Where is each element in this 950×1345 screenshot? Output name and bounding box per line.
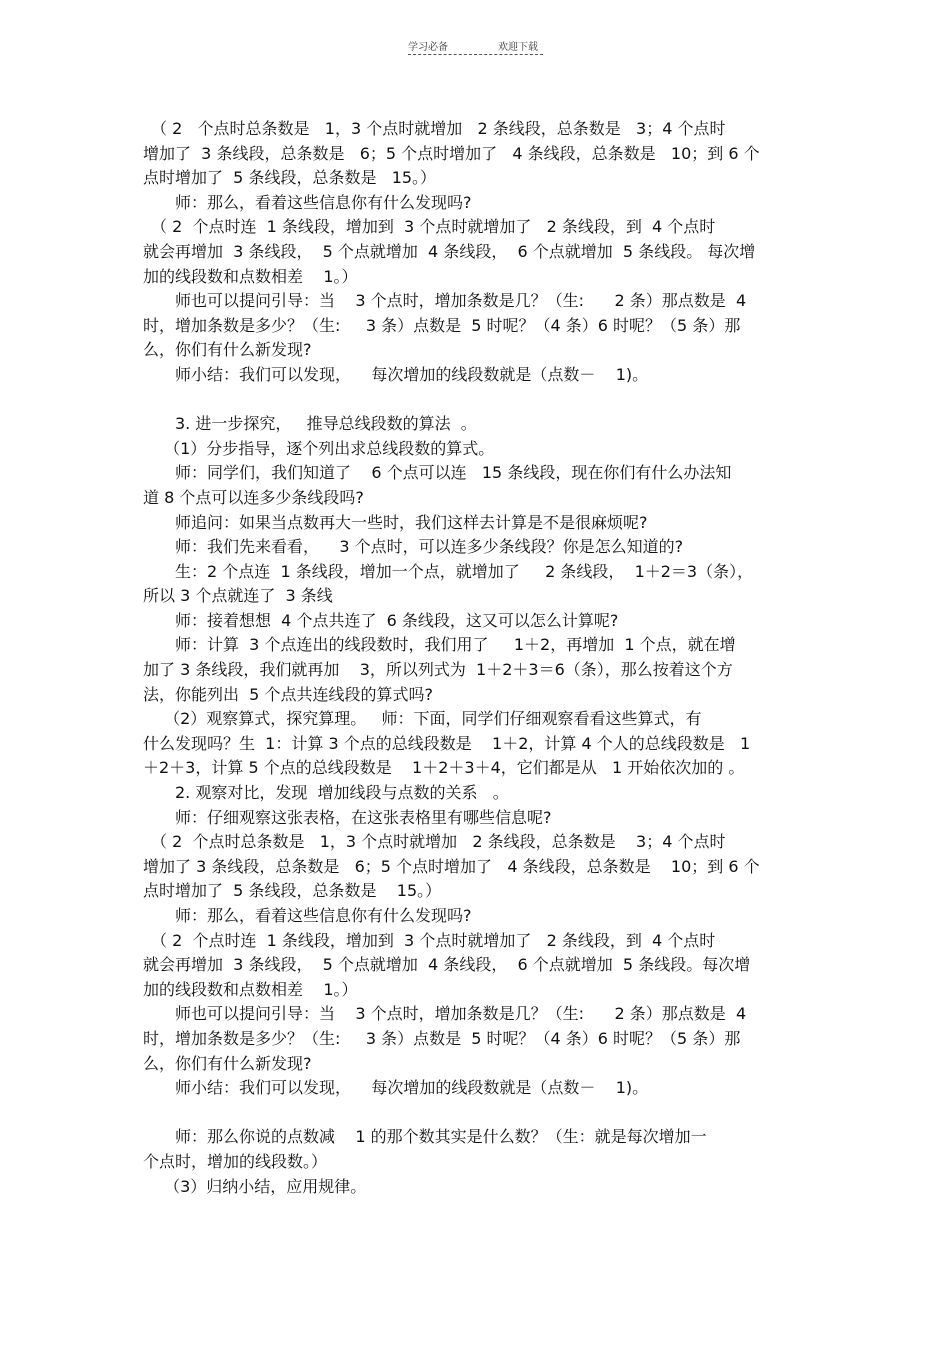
header-left-text: 学习必备 <box>408 42 448 53</box>
text-line: ＋2＋3，计算 5 个点的总线段数是 1＋2＋3＋4，它们都是从 1 开始依次加的 。 <box>143 758 745 778</box>
document-body <box>143 117 808 1199</box>
text-line: 师：仔细观察这张表格，在这张表格里有哪些信息呢? <box>143 807 552 827</box>
text-line: 加的线段数和点数相差 1。） <box>143 979 358 999</box>
text-line: （ 2 个点时连 1 条线段，增加到 3 个点时就增加了 2 条线段，到 4 个点时 <box>143 217 716 237</box>
text-line: 时，增加条数是多少？（生: 3 条）点数是 5 时呢？（4 条）6 时呢？（5 条）那 <box>143 315 741 335</box>
section-heading: 3. 进一步探究， 推导总线段数的算法 。 <box>143 414 477 434</box>
text-line: （ 2 个点时连 1 条线段，增加到 3 个点时就增加了 2 条线段，到 4 个点时 <box>143 930 716 950</box>
text-line: 师也可以提问引导：当 3 个点时，增加条数是几？（生: 2 条）那点数是 4 <box>143 1004 747 1024</box>
header-right-text: 欢迎下载 <box>498 42 538 53</box>
text-line: 增加了 3 条线段，总条数是 6；5 个点时增加了 4 条线段，总条数是 10；到 6 个 <box>143 143 760 163</box>
text-line: 法，你能列出 5 个点共连线段的算式吗? <box>143 684 433 704</box>
header-divider <box>408 54 543 55</box>
text-line: 加了 3 条线段，我们就再加 3，所以列式为 1＋2＋3＝6（条），那么按着这个方 <box>143 660 733 680</box>
text-line: 加的线段数和点数相差 1。） <box>143 266 358 286</box>
text-line: 个点时，增加的线段数。） <box>143 1151 328 1171</box>
text-line: 师追问：如果当点数再大一些时，我们这样去计算是不是很麻烦呢? <box>143 512 648 532</box>
text-line: （ 2 个点时总条数是 1，3 个点时就增加 2 条线段，总条数是 3；4 个点时 <box>143 119 726 138</box>
text-line: 时，增加条数是多少？（生: 3 条）点数是 5 时呢？（4 条）6 时呢？（5 条）那 <box>143 1028 741 1048</box>
text-line: 师小结：我们可以发现， 每次增加的线段数就是（点数－ 1)。 <box>143 364 649 384</box>
text-line: 师：那么，看着这些信息你有什么发现吗? <box>143 192 472 212</box>
text-line: 就会再增加 3 条线段， 5 个点就增加 4 条线段， 6 个点就增加 5 条线段。 每次增 <box>143 241 756 261</box>
text-line: 增加了 3 条线段，总条数是 6；5 个点时增加了 4 条线段，总条数是 10；到 6 个 <box>143 856 760 876</box>
text-line: 师：接着想想 4 个点共连了 6 条线段，这又可以怎么计算呢? <box>143 610 619 630</box>
text-line: （1）分步指导，逐个列出求总线段数的算式。 <box>143 438 495 458</box>
blank-line <box>143 1101 808 1126</box>
text-line: 师：那么你说的点数减 1 的那个数其实是什么数？（生：就是每次增加一 <box>143 1127 707 1147</box>
text-line: 么，你们有什么新发现? <box>143 340 312 360</box>
text-line: （ 2 个点时总条数是 1，3 个点时就增加 2 条线段，总条数是 3；4 个点时 <box>143 832 726 852</box>
text-line: （3）归纳小结，应用规律。 <box>143 1176 367 1196</box>
text-line: 师小结：我们可以发现， 每次增加的线段数就是（点数－ 1)。 <box>143 1078 649 1098</box>
text-line: 就会再增加 3 条线段， 5 个点就增加 4 条线段， 6 个点就增加 5 条线段。每次增 <box>143 955 751 975</box>
text-line: 师：我们先来看看， 3 个点时，可以连多少条线段？你是怎么知道的? <box>143 537 684 557</box>
text-line: 师：计算 3 个点连出的线段数时，我们用了 1＋2，再增加 1 个点，就在增 <box>143 635 736 655</box>
blank-line <box>143 388 808 413</box>
text-line: 生：2 个点连 1 条线段，增加一个点，就增加了 2 条线段， 1＋2＝3（条）， <box>143 561 754 581</box>
text-line: 所以 3 个点就连了 3 条线 <box>143 586 333 606</box>
text-line: 师：同学们，我们知道了 6 个点可以连 15 条线段，现在你们有什么办法知 <box>143 463 732 483</box>
text-line: 师：那么，看着这些信息你有什么发现吗? <box>143 906 472 925</box>
text-line: 么，你们有什么新发现? <box>143 1053 312 1073</box>
text-line: 点时增加了 5 条线段，总条数是 15。） <box>143 881 442 901</box>
text-line: （2）观察算式，探究算理。 师：下面，同学们仔细观察看看这些算式，有 <box>143 709 702 729</box>
text-line: 道 8 个点可以连多少条线段吗? <box>143 487 364 507</box>
text-line: 师也可以提问引导：当 3 个点时，增加条数是几？（生: 2 条）那点数是 4 <box>143 291 747 311</box>
text-line: 什么发现吗？生 1：计算 3 个点的总线段数是 1＋2，计算 4 个人的总线段数是 1 <box>143 733 751 753</box>
section-heading: 2. 观察对比，发现 增加线段与点数的关系 。 <box>143 783 509 803</box>
text-line: 点时增加了 5 条线段，总条数是 15。） <box>143 168 437 188</box>
